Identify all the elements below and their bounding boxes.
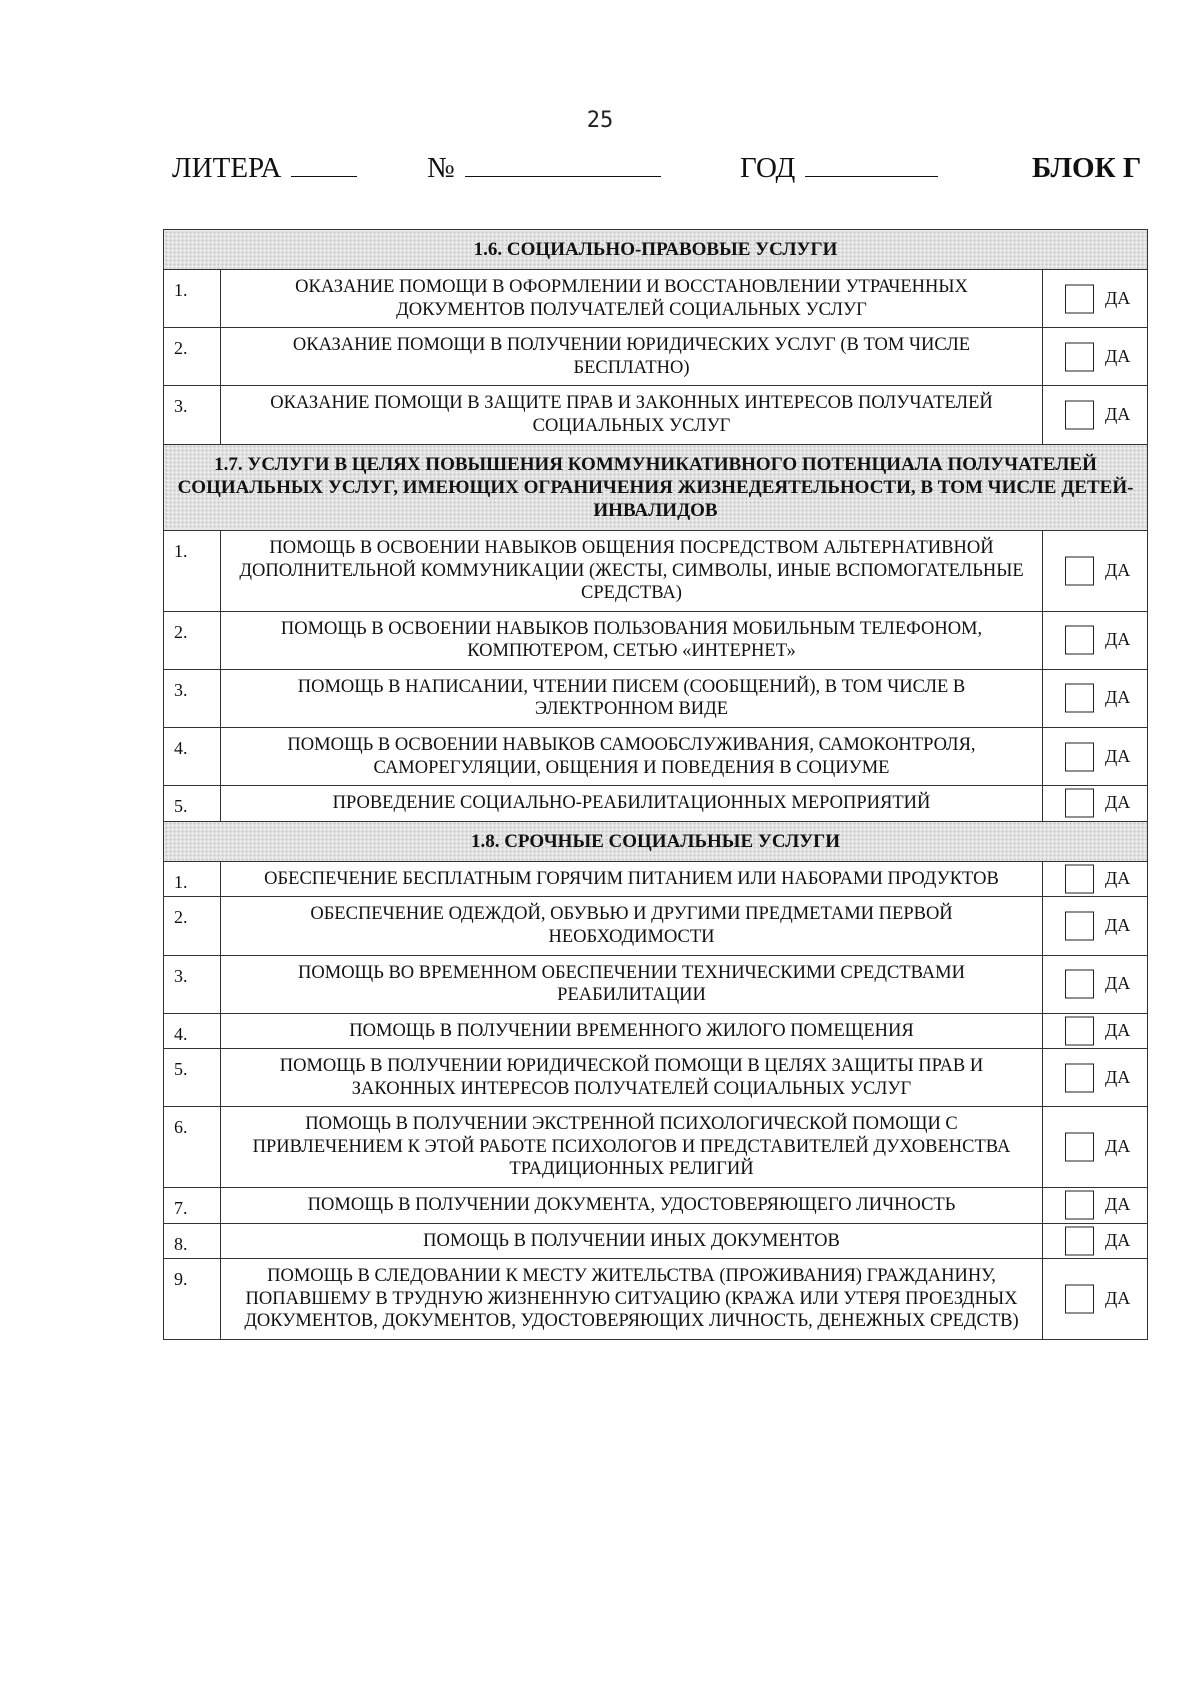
service-checkbox-cell[interactable] bbox=[1043, 955, 1148, 1013]
service-description: ПОМОЩЬ В ПОЛУЧЕНИИ ЮРИДИЧЕСКОЙ ПОМОЩИ В ЦЕЛЯХ ЗАЩИТЫ ПРАВ И ЗАКОННЫХ ИНТЕРЕСОВ ПОЛУЧАТЕЛЕЙ СОЦИАЛЬНЫХ УСЛУГ bbox=[221, 1049, 1043, 1107]
checkbox-label: ДА bbox=[1105, 973, 1131, 994]
checkbox-label: ДА bbox=[1105, 287, 1131, 308]
year-label: ГОД bbox=[740, 152, 796, 184]
number-field bbox=[427, 152, 661, 185]
litera-input[interactable] bbox=[291, 153, 357, 177]
service-checkbox-cell[interactable] bbox=[1043, 897, 1148, 955]
checkbox-label: ДА bbox=[1105, 1019, 1131, 1040]
checkbox[interactable] bbox=[1065, 1285, 1094, 1314]
service-checkbox-cell[interactable] bbox=[1043, 728, 1148, 786]
service-row bbox=[164, 897, 1148, 955]
checkbox-label: ДА bbox=[1105, 792, 1131, 813]
service-number: 1. bbox=[164, 861, 221, 897]
form-header bbox=[172, 152, 1172, 192]
service-number: 2. bbox=[164, 328, 221, 386]
service-number: 3. bbox=[164, 955, 221, 1013]
service-number: 1. bbox=[164, 270, 221, 328]
checkbox[interactable] bbox=[1065, 626, 1094, 655]
checkbox[interactable] bbox=[1065, 1063, 1094, 1092]
checkbox[interactable] bbox=[1065, 911, 1094, 940]
service-description: ПОМОЩЬ В СЛЕДОВАНИИ К МЕСТУ ЖИТЕЛЬСТВА (ПРОЖИВАНИЯ) ГРАЖДАНИНУ, ПОПАВШЕМУ В ТРУДНУЮ ЖИЗНЕННУЮ СИТУАЦИЮ (КРАЖА ИЛИ УТЕРЯ ПРОЕЗДНЫХ ДОКУМЕНТОВ, ДОКУМЕНТОВ, УДОСТОВЕРЯЮЩИХ ЛИЧНОСТЬ, ДЕНЕЖНЫХ СРЕДСТВ) bbox=[221, 1259, 1043, 1340]
service-description: ОКАЗАНИЕ ПОМОЩИ В ЗАЩИТЕ ПРАВ И ЗАКОННЫХ ИНТЕРЕСОВ ПОЛУЧАТЕЛЕЙ СОЦИАЛЬНЫХ УСЛУГ bbox=[221, 386, 1043, 444]
service-number: 2. bbox=[164, 611, 221, 669]
checkbox-label: ДА bbox=[1105, 1136, 1131, 1157]
section-title: 1.8. СРОЧНЫЕ СОЦИАЛЬНЫЕ УСЛУГИ bbox=[164, 821, 1148, 861]
number-input[interactable] bbox=[465, 153, 661, 177]
litera-field bbox=[172, 152, 357, 185]
section-header-row bbox=[164, 821, 1148, 861]
service-description: ПРОВЕДЕНИЕ СОЦИАЛЬНО-РЕАБИЛИТАЦИОННЫХ МЕРОПРИЯТИЙ bbox=[221, 786, 1043, 822]
checkbox-label: ДА bbox=[1105, 345, 1131, 366]
service-description: ПОМОЩЬ В ПОЛУЧЕНИИ ЭКСТРЕННОЙ ПСИХОЛОГИЧЕСКОЙ ПОМОЩИ С ПРИВЛЕЧЕНИЕМ К ЭТОЙ РАБОТЕ ПСИХОЛОГОВ И ПРЕДСТАВИТЕЛЕЙ ДУХОВЕНСТВА ТРАДИЦИОННЫХ РЕЛИГИЙ bbox=[221, 1107, 1043, 1188]
service-row bbox=[164, 1107, 1148, 1188]
service-description: ОБЕСПЕЧЕНИЕ БЕСПЛАТНЫМ ГОРЯЧИМ ПИТАНИЕМ ИЛИ НАБОРАМИ ПРОДУКТОВ bbox=[221, 861, 1043, 897]
checkbox-label: ДА bbox=[1105, 1229, 1131, 1250]
service-number: 2. bbox=[164, 897, 221, 955]
service-row bbox=[164, 1259, 1148, 1340]
year-field bbox=[740, 152, 938, 185]
service-row bbox=[164, 861, 1148, 897]
service-row bbox=[164, 611, 1148, 669]
year-input[interactable] bbox=[805, 153, 938, 177]
service-number: 6. bbox=[164, 1107, 221, 1188]
service-description: ПОМОЩЬ В ПОЛУЧЕНИИ ДОКУМЕНТА, УДОСТОВЕРЯЮЩЕГО ЛИЧНОСТЬ bbox=[221, 1188, 1043, 1224]
service-checkbox-cell[interactable] bbox=[1043, 386, 1148, 444]
service-description: ПОМОЩЬ В НАПИСАНИИ, ЧТЕНИИ ПИСЕМ (СООБЩЕНИЙ), В ТОМ ЧИСЛЕ В ЭЛЕКТРОННОМ ВИДЕ bbox=[221, 669, 1043, 727]
section-header-row bbox=[164, 230, 1148, 270]
service-description: ОБЕСПЕЧЕНИЕ ОДЕЖДОЙ, ОБУВЬЮ И ДРУГИМИ ПРЕДМЕТАМИ ПЕРВОЙ НЕОБХОДИМОСТИ bbox=[221, 897, 1043, 955]
checkbox-label: ДА bbox=[1105, 745, 1131, 766]
checkbox[interactable] bbox=[1065, 684, 1094, 713]
service-checkbox-cell[interactable] bbox=[1043, 861, 1148, 897]
checkbox[interactable] bbox=[1065, 1133, 1094, 1162]
litera-label: ЛИТЕРА bbox=[172, 152, 282, 184]
service-row bbox=[164, 669, 1148, 727]
service-checkbox-cell[interactable] bbox=[1043, 1107, 1148, 1188]
service-description: ПОМОЩЬ В ПОЛУЧЕНИИ ИНЫХ ДОКУМЕНТОВ bbox=[221, 1223, 1043, 1259]
service-checkbox-cell[interactable] bbox=[1043, 1259, 1148, 1340]
service-row bbox=[164, 1013, 1148, 1049]
service-number: 5. bbox=[164, 1049, 221, 1107]
service-row bbox=[164, 531, 1148, 612]
service-number: 3. bbox=[164, 386, 221, 444]
service-number: 8. bbox=[164, 1223, 221, 1259]
checkbox[interactable] bbox=[1065, 1226, 1094, 1255]
service-row bbox=[164, 1049, 1148, 1107]
service-checkbox-cell[interactable] bbox=[1043, 531, 1148, 612]
checkbox-label: ДА bbox=[1105, 868, 1131, 889]
service-number: 3. bbox=[164, 669, 221, 727]
checkbox-label: ДА bbox=[1105, 559, 1131, 580]
checkbox[interactable] bbox=[1065, 342, 1094, 371]
checkbox[interactable] bbox=[1065, 400, 1094, 429]
checkbox-label: ДА bbox=[1105, 1288, 1131, 1309]
checkbox[interactable] bbox=[1065, 1016, 1094, 1045]
service-number: 1. bbox=[164, 531, 221, 612]
checkbox[interactable] bbox=[1065, 284, 1094, 313]
service-checkbox-cell[interactable] bbox=[1043, 1223, 1148, 1259]
service-row bbox=[164, 328, 1148, 386]
service-number: 7. bbox=[164, 1188, 221, 1224]
checkbox-label: ДА bbox=[1105, 1066, 1131, 1087]
service-row bbox=[164, 955, 1148, 1013]
checkbox[interactable] bbox=[1065, 789, 1094, 818]
checkbox[interactable] bbox=[1065, 742, 1094, 771]
service-number: 9. bbox=[164, 1259, 221, 1340]
service-number: 4. bbox=[164, 728, 221, 786]
checkbox-label: ДА bbox=[1105, 915, 1131, 936]
service-description: ПОМОЩЬ ВО ВРЕМЕННОМ ОБЕСПЕЧЕНИИ ТЕХНИЧЕСКИМИ СРЕДСТВАМИ РЕАБИЛИТАЦИИ bbox=[221, 955, 1043, 1013]
service-checkbox-cell[interactable] bbox=[1043, 328, 1148, 386]
service-checkbox-cell[interactable] bbox=[1043, 1188, 1148, 1224]
service-row bbox=[164, 786, 1148, 822]
section-title: 1.7. УСЛУГИ В ЦЕЛЯХ ПОВЫШЕНИЯ КОММУНИКАТИВНОГО ПОТЕНЦИАЛА ПОЛУЧАТЕЛЕЙ СОЦИАЛЬНЫХ УСЛУГ, ИМЕЮЩИХ ОГРАНИЧЕНИЯ ЖИЗНЕДЕЯТЕЛЬНОСТИ, В ТОМ ЧИСЛЕ ДЕТЕЙ-ИНВАЛИДОВ bbox=[164, 444, 1148, 531]
service-checkbox-cell[interactable] bbox=[1043, 611, 1148, 669]
service-checkbox-cell[interactable] bbox=[1043, 1013, 1148, 1049]
checkbox[interactable] bbox=[1065, 970, 1094, 999]
section-header-row bbox=[164, 444, 1148, 531]
service-row bbox=[164, 728, 1148, 786]
service-checkbox-cell[interactable] bbox=[1043, 1049, 1148, 1107]
service-row bbox=[164, 1223, 1148, 1259]
service-description: ПОМОЩЬ В ПОЛУЧЕНИИ ВРЕМЕННОГО ЖИЛОГО ПОМЕЩЕНИЯ bbox=[221, 1013, 1043, 1049]
service-checkbox-cell[interactable] bbox=[1043, 669, 1148, 727]
checkbox-label: ДА bbox=[1105, 1194, 1131, 1215]
service-number: 4. bbox=[164, 1013, 221, 1049]
checkbox-label: ДА bbox=[1105, 404, 1131, 425]
page-number: 25 bbox=[586, 108, 614, 133]
service-checkbox-cell[interactable] bbox=[1043, 786, 1148, 822]
service-description: ПОМОЩЬ В ОСВОЕНИИ НАВЫКОВ ПОЛЬЗОВАНИЯ МОБИЛЬНЫМ ТЕЛЕФОНОМ, КОМПЮТЕРОМ, СЕТЬЮ «ИНТЕРНЕТ» bbox=[221, 611, 1043, 669]
service-row bbox=[164, 1188, 1148, 1224]
checkbox-label: ДА bbox=[1105, 687, 1131, 708]
service-description: ОКАЗАНИЕ ПОМОЩИ В ОФОРМЛЕНИИ И ВОССТАНОВЛЕНИИ УТРАЧЕННЫХ ДОКУМЕНТОВ ПОЛУЧАТЕЛЕЙ СОЦИАЛЬНЫХ УСЛУГ bbox=[221, 270, 1043, 328]
service-checkbox-cell[interactable] bbox=[1043, 270, 1148, 328]
section-title: 1.6. СОЦИАЛЬНО-ПРАВОВЫЕ УСЛУГИ bbox=[164, 230, 1148, 270]
checkbox[interactable] bbox=[1065, 865, 1094, 894]
service-row bbox=[164, 270, 1148, 328]
service-description: ПОМОЩЬ В ОСВОЕНИИ НАВЫКОВ ОБЩЕНИЯ ПОСРЕДСТВОМ АЛЬТЕРНАТИВНОЙ ДОПОЛНИТЕЛЬНОЙ КОММУНИКАЦИИ (ЖЕСТЫ, СИМВОЛЫ, ИНЫЕ ВСПОМОГАТЕЛЬНЫЕ СРЕДСТВА) bbox=[221, 531, 1043, 612]
number-label: № bbox=[427, 152, 455, 184]
checkbox[interactable] bbox=[1065, 556, 1094, 585]
service-row bbox=[164, 386, 1148, 444]
service-number: 5. bbox=[164, 786, 221, 822]
checkbox[interactable] bbox=[1065, 1191, 1094, 1220]
services-table-body bbox=[164, 230, 1148, 1340]
service-description: ОКАЗАНИЕ ПОМОЩИ В ПОЛУЧЕНИИ ЮРИДИЧЕСКИХ УСЛУГ (В ТОМ ЧИСЛЕ БЕСПЛАТНО) bbox=[221, 328, 1043, 386]
checkbox-label: ДА bbox=[1105, 629, 1131, 650]
services-table bbox=[163, 229, 1148, 1340]
block-label: БЛОК Г bbox=[1032, 152, 1142, 184]
service-description: ПОМОЩЬ В ОСВОЕНИИ НАВЫКОВ САМООБСЛУЖИВАНИЯ, САМОКОНТРОЛЯ, САМОРЕГУЛЯЦИИ, ОБЩЕНИЯ И ПОВЕДЕНИЯ В СОЦИУМЕ bbox=[221, 728, 1043, 786]
